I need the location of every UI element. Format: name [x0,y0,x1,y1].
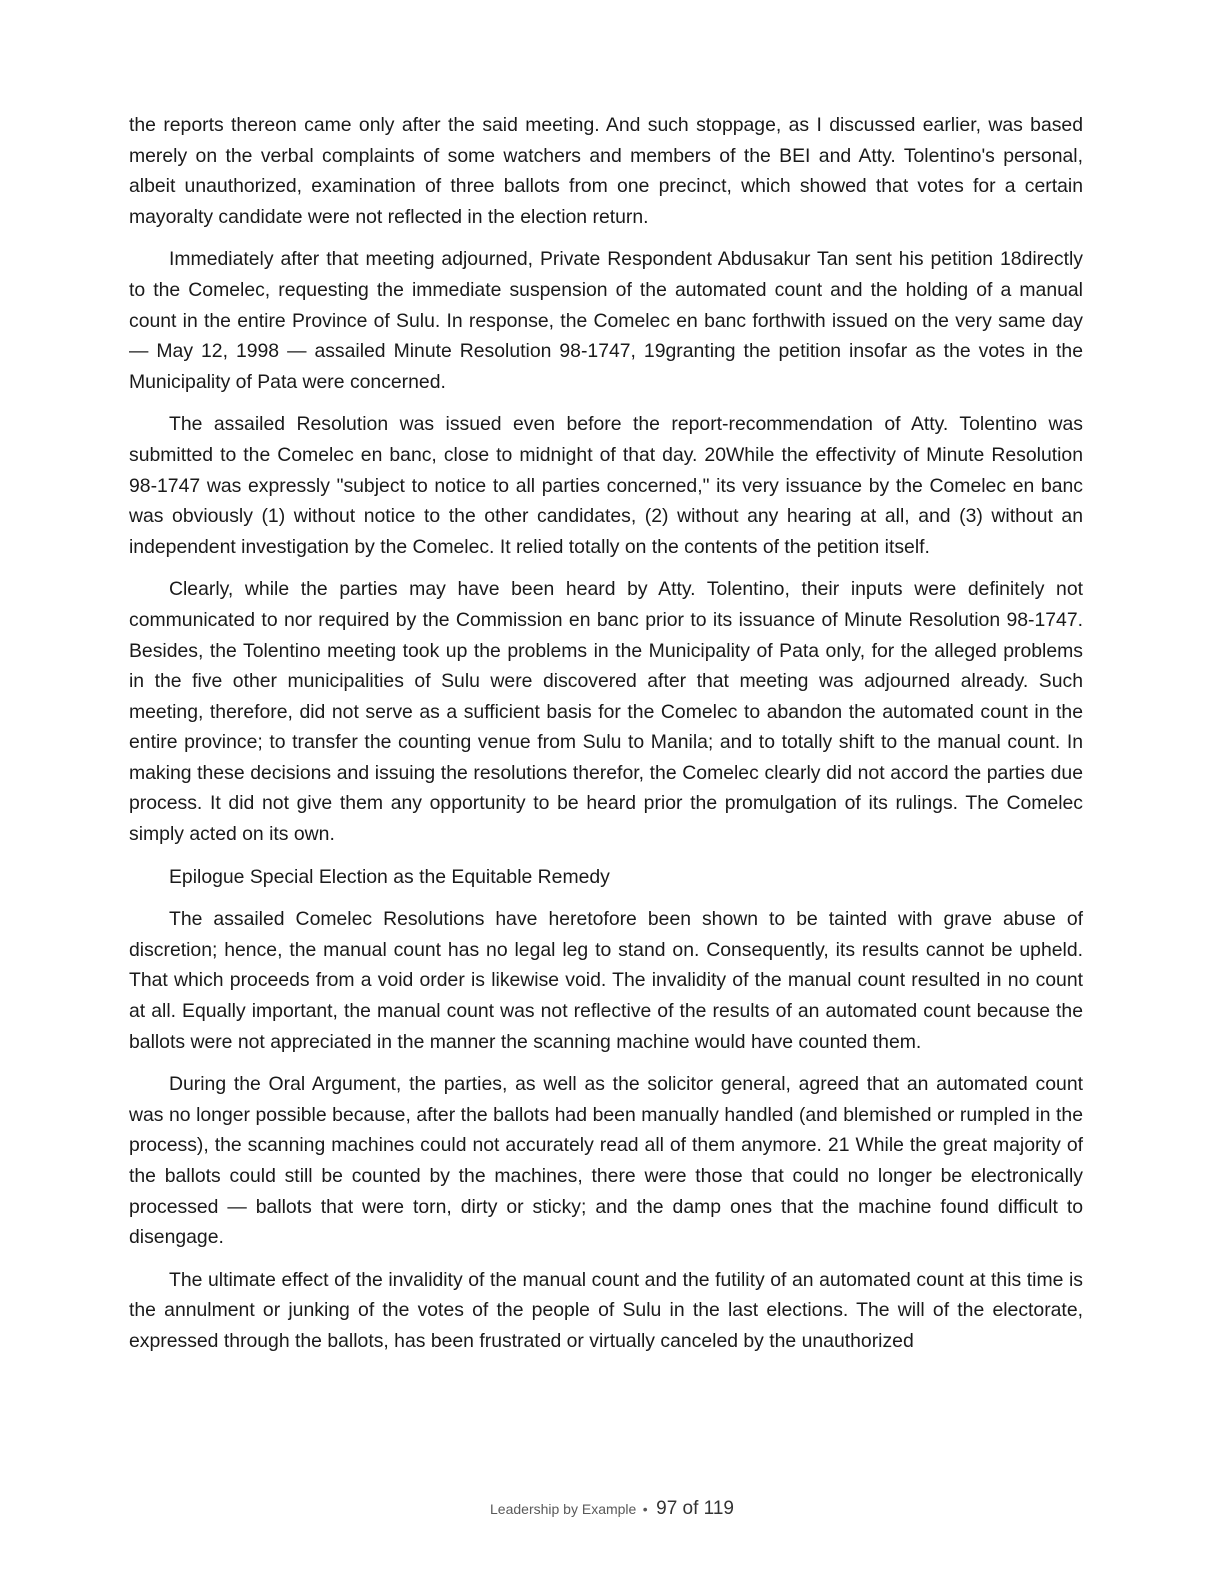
document-body [129,110,1083,1369]
paragraph: The ultimate effect of the invalidity of the manual count and the futility of an automated count at this time is the annulment or junking of the votes of the people of Sulu in the last elections. The will of the electorate, expressed through the ballots, has been frustrated or virtually canceled by the unauthorized [129,1268,1083,1352]
paragraph: During the Oral Argument, the parties, as well as the solicitor general, agreed that an automated count was no longer possible because, after the ballots had been manually handled (and blemished or rumpled in the process), the scanning machines could not accurately read all of them anymore. 21 While the great majority of the ballots could still be counted by the machines, there were those that could no longer be electronically processed — ballots that were torn, dirty or sticky; and the damp ones that the machine found difficult to disengage. [129,1073,1083,1249]
paragraph: The assailed Comelec Resolutions have heretofore been shown to be tainted with grave abuse of discretion; hence, the manual count has no legal leg to stand on. Consequently, its results cannot be upheld. That which proceeds from a void order is likewise void. The invalidity of the manual count resulted in no count at all. Equally important, the manual count was not reflective of the results of an automated count because the ballots were not appreciated in the manner the scanning machine would have counted them. [129,908,1083,1053]
section-heading: Epilogue Special Election as the Equitable Remedy [169,865,610,888]
page-footer [0,1498,1224,1520]
footer-separator: • [642,1501,648,1517]
footer-book-title: Leadership by Example [490,1501,637,1517]
paragraph: The assailed Resolution was issued even before the report-recommendation of Atty. Tolentino was submitted to the Comelec en banc, close to midnight of that day. 20While the effectivity of Minute Resolution 98-1747 was expressly "subject to notice to all parties concerned," its very issuance by the Comelec en banc was obviously (1) without notice to the other candidates, (2) without any hearing at all, and (3) without an independent investigation by the Comelec. It relied totally on the contents of the petition itself. [129,413,1083,558]
paragraph: Immediately after that meeting adjourned, Private Respondent Abdusakur Tan sent his petition 18directly to the Comelec, requesting the immediate suspension of the automated count and the holding of a manual count in the entire Province of Sulu. In response, the Comelec en banc forthwith issued on the very same day — May 12, 1998 — assailed Minute Resolution 98-1747, 19granting the petition insofar as the votes in the Municipality of Pata were concerned. [129,248,1083,393]
paragraph-continuation: the reports thereon came only after the said meeting. And such stoppage, as I discussed earlier, was based merely on the verbal complaints of some watchers and members of the BEI and Atty. Tolentino's personal, albeit unauthorized, examination of three ballots from one precinct, which showed that votes for a certain mayoralty candidate were not reflected in the election return. [129,114,1083,228]
paragraph: Clearly, while the parties may have been heard by Atty. Tolentino, their inputs were definitely not communicated to nor required by the Commission en banc prior to its issuance of Minute Resolution 98-1747. Besides, the Tolentino meeting took up the problems in the Municipality of Pata only, for the alleged problems in the five other municipalities of Sulu were discovered after that meeting was adjourned already. Such meeting, therefore, did not serve as a sufficient basis for the Comelec to abandon the automated count in the entire province; to transfer the counting venue from Sulu to Manila; and to totally shift to the manual count. In making these decisions and issuing the resolutions therefor, the Comelec clearly did not accord the parties due process. It did not give them any opportunity to be heard prior the promulgation of its rulings. The Comelec simply acted on its own. [129,578,1083,846]
page-number: 97 of 119 [656,1498,734,1519]
